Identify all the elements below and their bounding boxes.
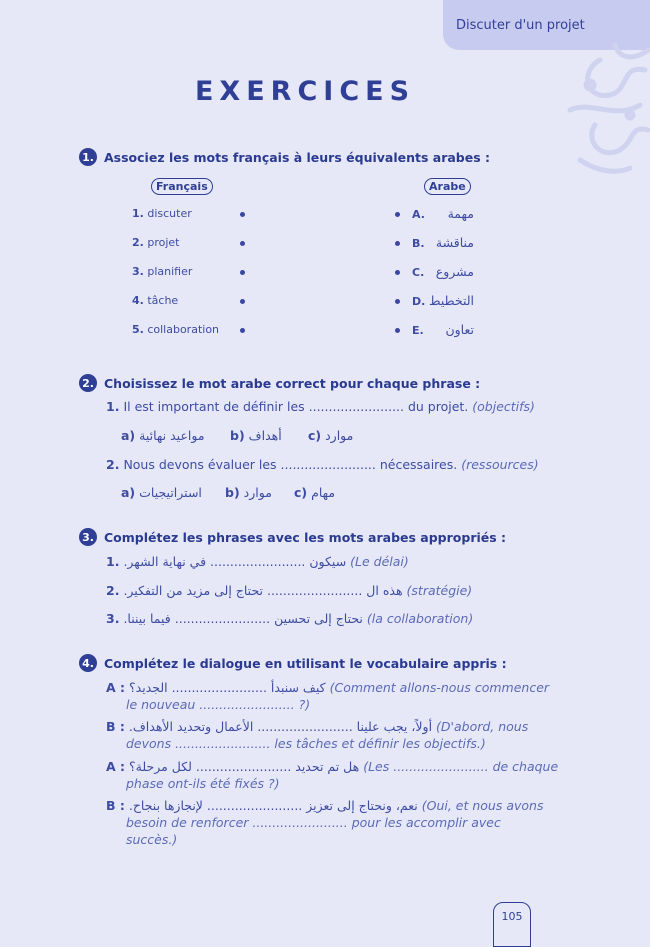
arabic-word: التخطيط: [428, 293, 474, 308]
french-word-item: 3. planifier: [132, 265, 193, 278]
arabic-word: مشروع: [435, 264, 474, 279]
exercise-4-heading: [79, 654, 507, 672]
match-dot-left[interactable]: [240, 270, 245, 275]
column-header-arabic: Arabe: [424, 178, 471, 195]
exercise-instruction: Choisissez le mot arabe correct pour chaque phrase :: [104, 375, 481, 391]
sentence-item: 1. سيكون ........................ في نهاية الشهر. (Le délai): [106, 554, 409, 569]
arabic-word: مهمة: [447, 206, 474, 221]
calligraphy-decoration: [560, 40, 650, 180]
dialogue-line: A : هل تم تحديد ........................ لكل مرحلة؟ (Les ........................ de chaque: [106, 759, 559, 774]
arabic-word: مناقشة: [435, 235, 474, 250]
match-dot-right[interactable]: [395, 241, 400, 246]
sentence-item: 3. نحتاج إلى تحسين ........................ فيما بيننا. (la collaboration): [106, 611, 474, 626]
sentence-item: 2. هذه ال ........................ تحتاج إلى مزيد من التفكير. (stratégie): [106, 583, 473, 598]
page-title: EXERCICES: [194, 76, 416, 107]
exercise-1-heading: [79, 148, 490, 166]
option-b[interactable]: b) موارد: [225, 485, 272, 500]
exercise-2-heading: [79, 374, 480, 392]
dialogue-continuation: phase ont-ils été fixés ?): [126, 776, 280, 791]
column-header-french: Français: [151, 178, 213, 195]
page-number: 105: [493, 902, 531, 947]
sentence-item: 2. Nous devons évaluer les ........................ nécessaires. (ressources): [106, 457, 539, 472]
dialogue-line: B : نعم، ونحتاج إلى تعزيز ........................ لإنجازها بنجاح. (Oui, et nous avons: [106, 798, 544, 813]
exercise-instruction: Associez les mots français à leurs équivalents arabes :: [104, 149, 491, 165]
exercise-3-heading: [79, 528, 506, 546]
exercise-number: 4.: [79, 654, 97, 672]
french-word-item: 4. tâche: [132, 294, 179, 307]
option-c[interactable]: c) مهام: [294, 485, 336, 500]
arabic-letter: A.: [412, 208, 425, 221]
dialogue-continuation: besoin de renforcer ........................ pour les accomplir avec: [126, 815, 501, 830]
chapter-title: Discuter d'un projet: [456, 17, 585, 33]
match-dot-right[interactable]: [395, 270, 400, 275]
sentence-item: 1. Il est important de définir les ........................ du projet. (objectifs): [106, 399, 535, 414]
match-dot-left[interactable]: [240, 212, 245, 217]
dialogue-continuation: devons ........................ les tâches et définir les objectifs.): [126, 736, 486, 751]
dialogue-continuation: le nouveau ........................ ?): [126, 697, 311, 712]
dialogue-line: A : كيف سنبدأ ........................ الجديد؟ (Comment allons-nous commencer: [106, 680, 550, 695]
exercise-number: 2.: [79, 374, 97, 392]
arabic-letter: B.: [412, 237, 425, 250]
match-dot-left[interactable]: [240, 241, 245, 246]
option-b[interactable]: b) أهداف: [230, 428, 282, 443]
dialogue-line: B : أولاً، يجب علينا ........................ الأعمال وتحديد الأهداف. (D'abord, nous: [106, 719, 529, 734]
arabic-letter: D.: [412, 295, 426, 308]
exercise-instruction: Complétez le dialogue en utilisant le vocabulaire appris :: [104, 655, 507, 671]
french-word-item: 1. discuter: [132, 207, 192, 220]
arabic-letter: E.: [412, 324, 424, 337]
match-dot-right[interactable]: [395, 328, 400, 333]
arabic-letter: C.: [412, 266, 425, 279]
match-dot-right[interactable]: [395, 212, 400, 217]
dialogue-continuation: succès.): [126, 832, 178, 847]
french-word-item: 2. projet: [132, 236, 180, 249]
match-dot-left[interactable]: [240, 328, 245, 333]
option-a[interactable]: a) استراتيجيات: [121, 485, 202, 500]
exercise-number: 1.: [79, 148, 97, 166]
option-c[interactable]: c) موارد: [308, 428, 354, 443]
french-word-item: 5. collaboration: [132, 323, 220, 336]
exercise-number: 3.: [79, 528, 97, 546]
option-a[interactable]: a) مواعيد نهائية: [121, 428, 205, 443]
match-dot-left[interactable]: [240, 299, 245, 304]
exercise-instruction: Complétez les phrases avec les mots arabes appropriés :: [104, 529, 507, 545]
match-dot-right[interactable]: [395, 299, 400, 304]
arabic-word: تعاون: [445, 322, 474, 337]
